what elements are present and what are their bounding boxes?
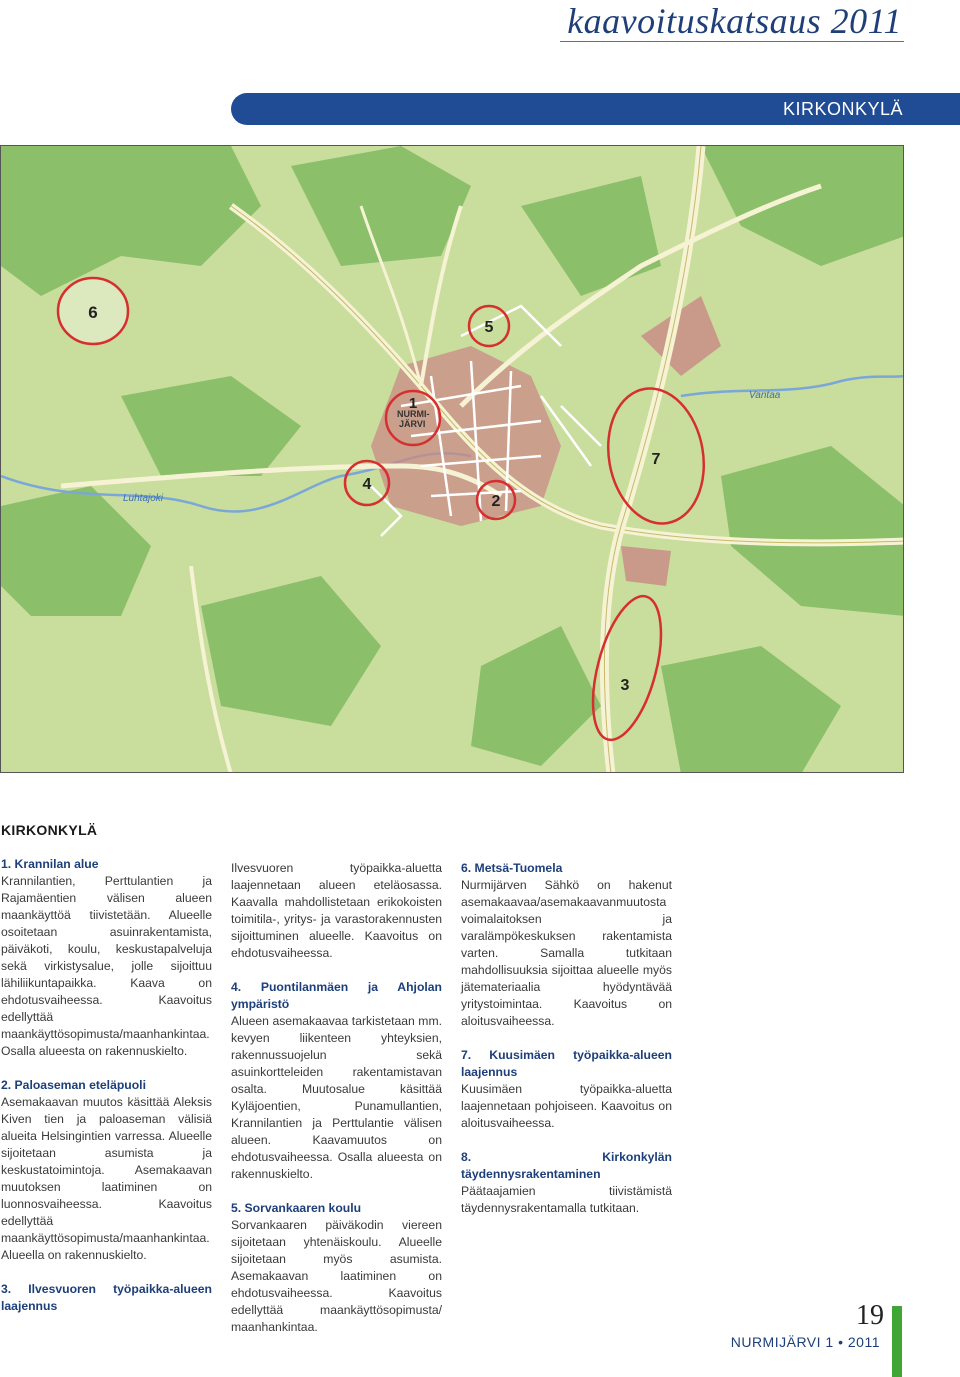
zoning-map xyxy=(0,145,904,773)
text-column-2 xyxy=(231,860,442,1353)
item-heading: 3. Ilvesvuoren työpaikka-alueen laajennus xyxy=(1,1282,212,1313)
item-heading: 5. Sorvankaaren koulu xyxy=(231,1201,362,1215)
svg-text:5: 5 xyxy=(484,319,494,336)
item-heading: 6. Metsä-Tuomela xyxy=(461,861,563,875)
svg-text:3: 3 xyxy=(620,677,630,694)
item-body: Kuusimäen työpaikka-aluetta laajennetaan pohjoiseen. Kaavoitus on aloitusvaiheessa. xyxy=(461,1082,672,1130)
svg-text:7: 7 xyxy=(651,451,661,468)
map-label-nurmijarvi: NURMI- xyxy=(397,409,430,419)
item-body: Ilvesvuoren työpaikka-aluetta laajennetaan alueen eteläosassa. Kaavalla mahdollistetaan erikokoisten toimitila-, yritys- ja varastorakennusten sijoittuminen alueelle. Kaavoitus on ehdotusvaiheessa. xyxy=(231,861,442,960)
banner-label: KIRKONKYLÄ xyxy=(782,99,903,119)
publication-footer: NURMIJÄRVI 1 • 2011 xyxy=(730,1334,880,1350)
built-area xyxy=(621,546,671,586)
map-svg xyxy=(1,146,904,773)
item-heading: 7. Kuusimäen työpaikka-alueen laajennus xyxy=(461,1048,672,1079)
map-label-vantaa: Vantaa xyxy=(749,390,781,401)
zoning-item-5 xyxy=(231,1200,442,1336)
svg-text:1: 1 xyxy=(408,395,418,412)
zoning-item-3 xyxy=(1,1281,212,1315)
title-divider xyxy=(560,41,904,42)
zoning-item-3-body xyxy=(231,860,442,962)
item-heading: 1. Krannilan alue xyxy=(1,857,99,871)
zoning-item-8 xyxy=(461,1149,672,1217)
item-heading: 2. Paloaseman eteläpuoli xyxy=(1,1078,146,1092)
area-marker-6 xyxy=(58,278,128,344)
map-label-nurmijarvi-2: JÄRVI xyxy=(399,419,426,429)
zoning-item-1 xyxy=(1,856,212,1060)
item-body: Nurmijärven Sähkö on hakenut asemakaavaa/asemakaavanmuutosta voimalaitoksen ja varalämpökeskuksen rakentamista varten. Samalla tutkitaan mahdollisuuksia sijoittaa alueelle myös jätemateriaalia hyödyntävää yritystoimintaa. Kaavoitus on aloitusvaiheessa. xyxy=(461,878,672,1028)
item-body: Alueen asemakaavaa tarkistetaan mm. kevyen liikenteen yhteyksien, rakennussuojelun sekä asuinkortteleiden rakentamistavan osalta. Muutosalue käsittää Kyläjoentien, Punamullantien, Krannilantien ja Perttulantie välisen alueen. Kaavamuutos on ehdotusvaiheessa. Osalla alueesta on rakennuskielto. xyxy=(231,1014,442,1181)
zoning-item-4 xyxy=(231,979,442,1183)
item-body: Asemakaavan muutos käsittää Aleksis Kiven tien ja paloaseman välisiä alueita Helsingintien varressa. Alueelle sijoitetaan asumista ja keskustatoimintoja. Asemakaavan muutoksen laatiminen on luonnosvaiheessa. Kaavoitus edellyttää maankäyttösopimusta/maanhankintaa. Alueella on rakennuskielto. xyxy=(1,1095,212,1262)
item-body: Sorvankaaren päiväkodin viereen sijoitetaan yhtenäiskoulu. Alueelle sijoitetaan myös asumista. Asemakaavan laatiminen on ehdotusvaiheessa. Kaavoitus edellyttää maankäyttösopimusta/ maanhankintaa. xyxy=(231,1218,442,1334)
zoning-item-7 xyxy=(461,1047,672,1132)
svg-text:2: 2 xyxy=(491,493,501,510)
section-heading: KIRKONKYLÄ xyxy=(1,822,98,838)
item-heading: 4. Puontilanmäen ja Ahjolan ympäristö xyxy=(231,980,442,1011)
svg-text:4: 4 xyxy=(362,476,372,493)
section-banner xyxy=(231,93,960,125)
page-title: kaavoituskatsaus 2011 xyxy=(567,1,902,41)
zoning-item-6 xyxy=(461,860,672,1030)
svg-text:6: 6 xyxy=(88,303,98,322)
zoning-item-2 xyxy=(1,1077,212,1264)
item-body: Krannilantien, Perttulantien ja Rajamäentien välisen alueen maankäyttöä tiivistetään. Alueelle osoitetaan asuinrakentamista, päiväkoti, koulu, keskustapalveluja sekä virkistysalue, jolle sijoittuu lähiliikuntapaikka. Kaava on ehdotusvaiheessa. Kaavoitus edellyttää maankäyttösopimusta/maanhankintaa. Osalla alueesta on rakennuskielto. xyxy=(1,874,212,1058)
item-body: Päätaajamien tiivistämistä täydennysrakentamalla tutkitaan. xyxy=(461,1184,672,1215)
text-column-3 xyxy=(461,860,672,1234)
item-heading: 8. Kirkonkylän täydennysrakentaminen xyxy=(461,1150,672,1181)
text-column-1 xyxy=(1,856,212,1332)
page-number: 19 xyxy=(856,1300,884,1331)
footer-accent-bar xyxy=(892,1306,902,1377)
map-label-luhtajoki: Luhtajoki xyxy=(123,493,164,504)
